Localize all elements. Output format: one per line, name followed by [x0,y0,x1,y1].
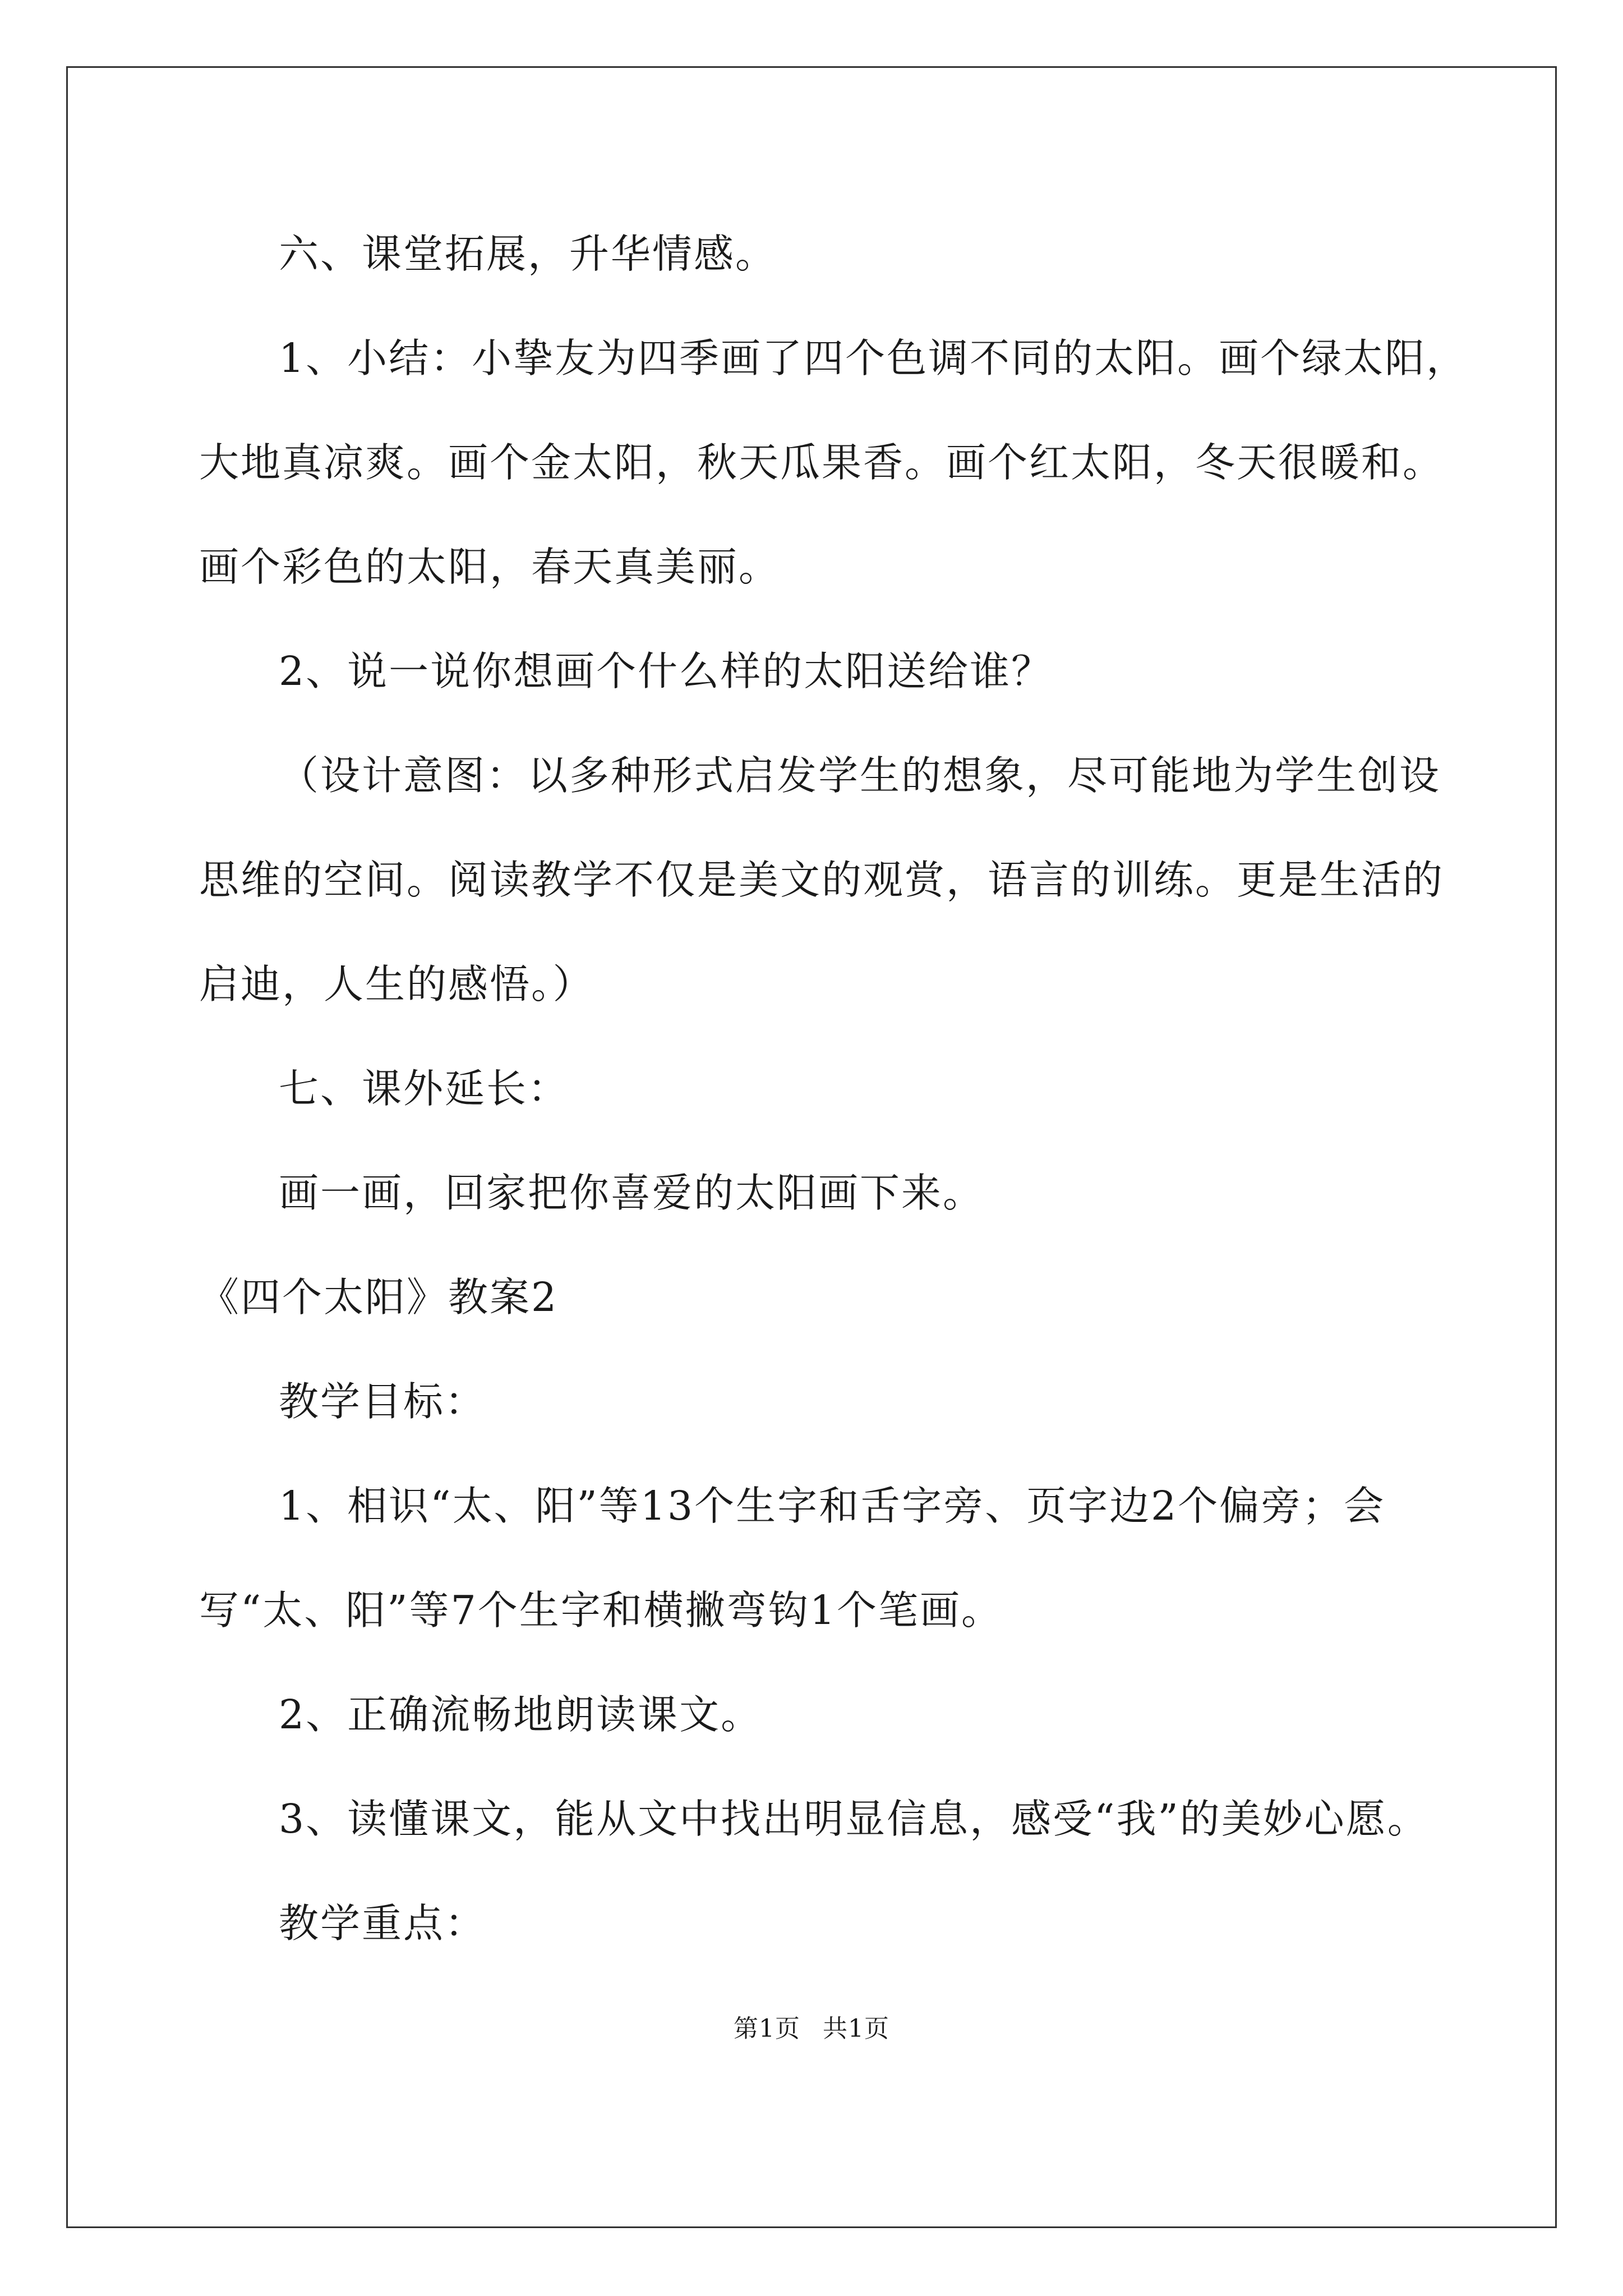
text-line: 画个彩色的太阳，春天真美丽。 [199,544,781,590]
text-line: 1、小结：小挚友为四季画了四个色调不同的太阳。画个绿太阳， [279,335,1468,381]
text-line: （设计意图：以多种形式启发学生的想象，尽可能地为学生创设 [279,752,1441,799]
paragraph [199,202,1461,306]
paragraph [199,1037,1461,1141]
text-line: 启迪，人生的感悟。） [199,961,594,1007]
text-line: 教学目标： [279,1378,487,1425]
text-line: 教学重点： [279,1900,487,1947]
text-line: 2、说一说你想画个什么样的太阳送给谁？ [279,648,1053,694]
paragraph [199,1767,1461,1871]
text-line: 七、课外延长： [279,1065,570,1112]
text-line: 2、正确流畅地朗读课文。 [279,1691,763,1738]
page-total: 共1页 [823,2014,889,2043]
text-line: 大地真凉爽。画个金太阳，秋天瓜果香。画个红太阳，冬天很暖和。 [199,439,1445,486]
paragraph [199,724,1461,1037]
text-line: 画一画，回家把你喜爱的太阳画下来。 [279,1170,985,1216]
page-footer [0,2008,1623,2044]
paragraph [199,619,1461,724]
paragraph [199,1350,1461,1454]
paragraph [199,1245,1461,1350]
paragraph [199,1141,1461,1245]
text-line: 1、相识“太、阳”等13个生字和舌字旁、页字边2个偏旁；会 [279,1483,1386,1529]
text-line: 思维的空间。阅读教学不仅是美文的观赏，语言的训练。更是生活的 [199,857,1445,903]
page-number: 第1页 [734,2014,800,2043]
paragraph [199,1454,1461,1663]
text-line: 3、读懂课文，能从文中找出明显信息，感受“我”的美妙心愿。 [279,1796,1429,1842]
paragraph [199,1871,1461,1976]
text-line: 《四个太阳》教案2 [199,1274,559,1320]
document-body [199,202,1468,1976]
paragraph [199,306,1468,619]
text-line: 六、课堂拓展，升华情感。 [279,231,777,277]
text-line: 写“太、阳”等7个生字和横撇弯钩1个笔画。 [199,1587,1003,1634]
paragraph [199,1663,1461,1767]
